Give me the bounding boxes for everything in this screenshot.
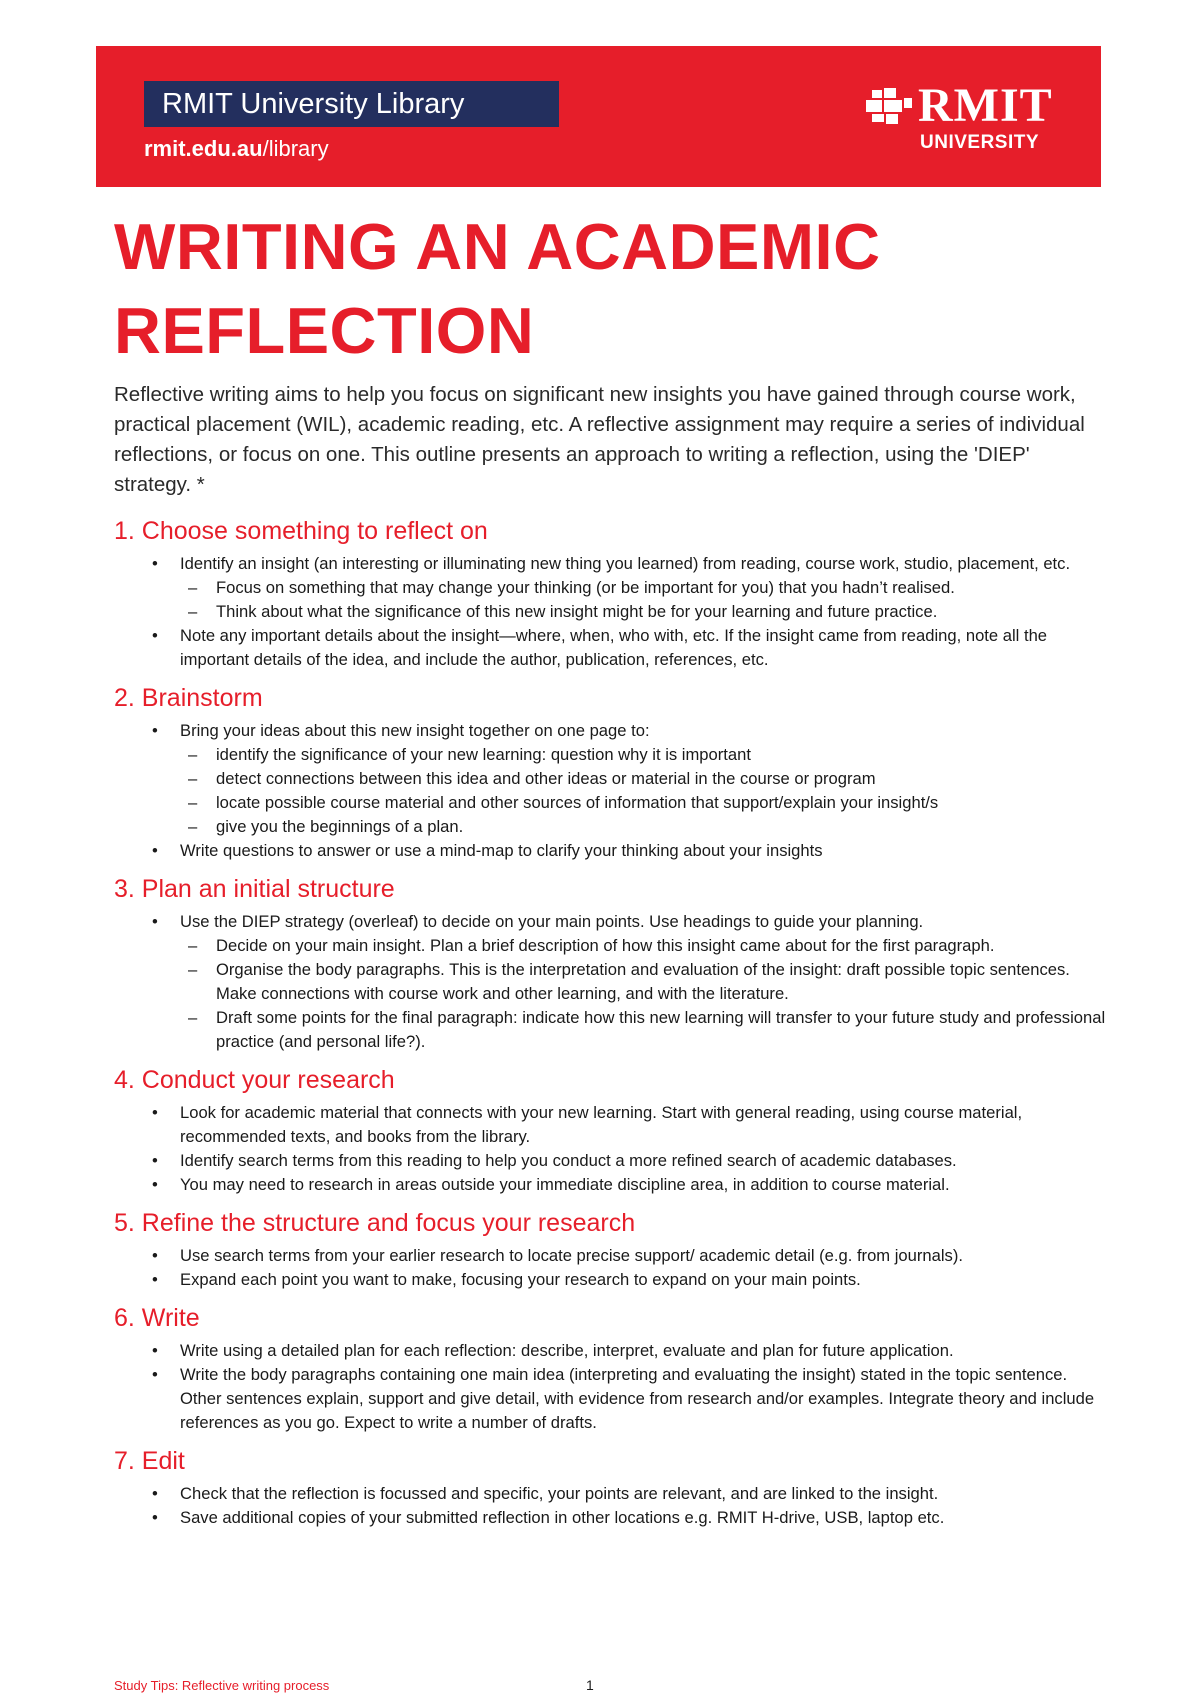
list-item <box>114 1482 1106 1506</box>
list-item-text: Identify an insight (an interesting or illuminating new thing you learned) from reading, course work, studio, placement, etc. <box>180 554 1071 573</box>
bullet-icon: • <box>152 1341 158 1360</box>
list-item <box>114 1506 1106 1530</box>
bullet-icon: • <box>152 554 158 573</box>
dash-icon: – <box>188 960 198 979</box>
sub-list-item <box>114 767 1106 791</box>
section-heading: 5. Refine the structure and focus your research <box>114 1209 636 1237</box>
bullet-icon: • <box>152 1365 158 1384</box>
bullet-icon: • <box>152 841 158 860</box>
list-item-text: Note any important details about the insight—where, when, who with, etc. If the insight came from reading, note all the important details of the idea, and include the author, publication, references, etc. <box>180 626 1048 669</box>
bullet-icon: • <box>152 1175 158 1194</box>
list-item-text: Decide on your main insight. Plan a brief description of how this insight came about for the first paragraph. <box>216 936 995 955</box>
bullet-icon: • <box>152 1484 158 1503</box>
list-item-text: Organise the body paragraphs. This is the interpretation and evaluation of the insight: draft possible topic sentences. Make connections with course work and other learning, and with the literature. <box>216 960 1070 1003</box>
list-item-text: Expand each point you want to make, focusing your research to expand on your main points. <box>180 1270 861 1289</box>
logo-wordmark: RMIT <box>918 79 1053 132</box>
bullet-icon: • <box>152 1246 158 1265</box>
dash-icon: – <box>188 769 198 788</box>
section <box>114 1445 1106 1530</box>
dash-icon: – <box>188 793 198 812</box>
list-item <box>114 839 1106 863</box>
list-item <box>114 552 1106 576</box>
section-heading: 7. Edit <box>114 1447 185 1475</box>
list-item <box>114 1244 1106 1268</box>
sub-list-item <box>114 1006 1106 1054</box>
section-heading: 3. Plan an initial structure <box>114 875 395 903</box>
rmit-pixel-mark-icon <box>862 88 914 124</box>
list-item <box>114 1101 1106 1149</box>
section-list <box>114 910 1106 1054</box>
list-item-text: Check that the reflection is focussed and specific, your points are relevant, and are linked to the insight. <box>180 1484 939 1503</box>
sub-list-item <box>114 600 1106 624</box>
section-heading: 4. Conduct your research <box>114 1066 395 1094</box>
sections-container <box>114 515 1106 1540</box>
list-item-text: Think about what the significance of this new insight might be for your learning and future practice. <box>216 602 938 621</box>
page-title: WRITING AN ACADEMIC REFLECTION <box>114 210 881 367</box>
library-name: RMIT University Library <box>144 81 559 127</box>
sub-list-item <box>114 576 1106 600</box>
library-url-domain: rmit.edu.au <box>144 136 263 161</box>
dash-icon: – <box>188 745 198 764</box>
list-item <box>114 910 1106 934</box>
section-heading: 6. Write <box>114 1304 200 1332</box>
footer-label: Study Tips: Reflective writing process <box>114 1678 330 1693</box>
list-item-text: Use search terms from your earlier research to locate precise support/ academic detail (e.g. from journals). <box>180 1246 963 1265</box>
list-item-text: Identify search terms from this reading to help you conduct a more refined search of academic databases. <box>180 1151 957 1170</box>
section-list <box>114 1339 1106 1435</box>
list-item <box>114 624 1106 672</box>
section <box>114 682 1106 863</box>
list-item <box>114 1363 1106 1435</box>
section-list <box>114 1244 1106 1292</box>
section-list <box>114 552 1106 672</box>
list-item-text: locate possible course material and other sources of information that support/explain your insight/s <box>216 793 939 812</box>
page-number: 1 <box>586 1677 594 1693</box>
list-item-text: Write using a detailed plan for each reflection: describe, interpret, evaluate and plan for future application. <box>180 1341 954 1360</box>
section <box>114 515 1106 672</box>
section-list <box>114 719 1106 863</box>
intro-paragraph: Reflective writing aims to help you focus on significant new insights you have gained through course work, practical placement (WIL), academic reading, etc. A reflective assignment may require a series of individual reflections, or focus on one. This outline presents an approach to writing a reflection, using the 'DIEP' strategy. * <box>114 383 1085 496</box>
list-item <box>114 1268 1106 1292</box>
logo-university: UNIVERSITY <box>920 132 1040 153</box>
list-item-text: give you the beginnings of a plan. <box>216 817 464 836</box>
sub-list-item <box>114 934 1106 958</box>
bullet-icon: • <box>152 1103 158 1122</box>
section-list <box>114 1101 1106 1197</box>
list-item-text: detect connections between this idea and other ideas or material in the course or program <box>216 769 876 788</box>
sub-list-item <box>114 791 1106 815</box>
list-item-text: Bring your ideas about this new insight together on one page to: <box>180 721 650 740</box>
library-url[interactable] <box>144 136 329 162</box>
section <box>114 1302 1106 1435</box>
rmit-logo <box>862 80 1067 160</box>
section-heading: 2. Brainstorm <box>114 684 263 712</box>
header-banner <box>96 46 1101 187</box>
sub-list-item <box>114 958 1106 1006</box>
list-item-text: You may need to research in areas outside your immediate discipline area, in addition to course material. <box>180 1175 950 1194</box>
list-item-text: identify the significance of your new learning: question why it is important <box>216 745 751 764</box>
list-item-text: Write questions to answer or use a mind-map to clarify your thinking about your insights <box>180 841 823 860</box>
list-item <box>114 1173 1106 1197</box>
list-item-text: Look for academic material that connects with your new learning. Start with general reading, using course material, recommended texts, and books from the library. <box>180 1103 1023 1146</box>
list-item <box>114 719 1106 743</box>
section-list <box>114 1482 1106 1530</box>
bullet-icon: • <box>152 912 158 931</box>
bullet-icon: • <box>152 721 158 740</box>
bullet-icon: • <box>152 1508 158 1527</box>
list-item-text: Write the body paragraphs containing one main idea (interpreting and evaluating the insight) stated in the topic sentence. Other sentences explain, support and give detail, with evidence from research and/or examples. Integrate theory and include references as you go. Expect to write a number of drafts. <box>180 1365 1095 1432</box>
section <box>114 1064 1106 1197</box>
dash-icon: – <box>188 578 198 597</box>
dash-icon: – <box>188 1008 198 1027</box>
bullet-icon: • <box>152 1270 158 1289</box>
sub-list-item <box>114 743 1106 767</box>
list-item-text: Draft some points for the final paragraph: indicate how this new learning will transfer to your future study and professional practice (and personal life?). <box>216 1008 1106 1051</box>
list-item-text: Save additional copies of your submitted reflection in other locations e.g. RMIT H-drive, USB, laptop etc. <box>180 1508 945 1527</box>
bullet-icon: • <box>152 1151 158 1170</box>
dash-icon: – <box>188 936 198 955</box>
section <box>114 873 1106 1054</box>
list-item <box>114 1339 1106 1363</box>
section <box>114 1207 1106 1292</box>
bullet-icon: • <box>152 626 158 645</box>
list-item <box>114 1149 1106 1173</box>
library-url-path: /library <box>262 136 329 161</box>
list-item-text: Use the DIEP strategy (overleaf) to decide on your main points. Use headings to guide your planning. <box>180 912 924 931</box>
section-heading: 1. Choose something to reflect on <box>114 517 488 545</box>
dash-icon: – <box>188 817 198 836</box>
sub-list-item <box>114 815 1106 839</box>
list-item-text: Focus on something that may change your thinking (or be important for you) that you hadn’t realised. <box>216 578 955 597</box>
dash-icon: – <box>188 602 198 621</box>
